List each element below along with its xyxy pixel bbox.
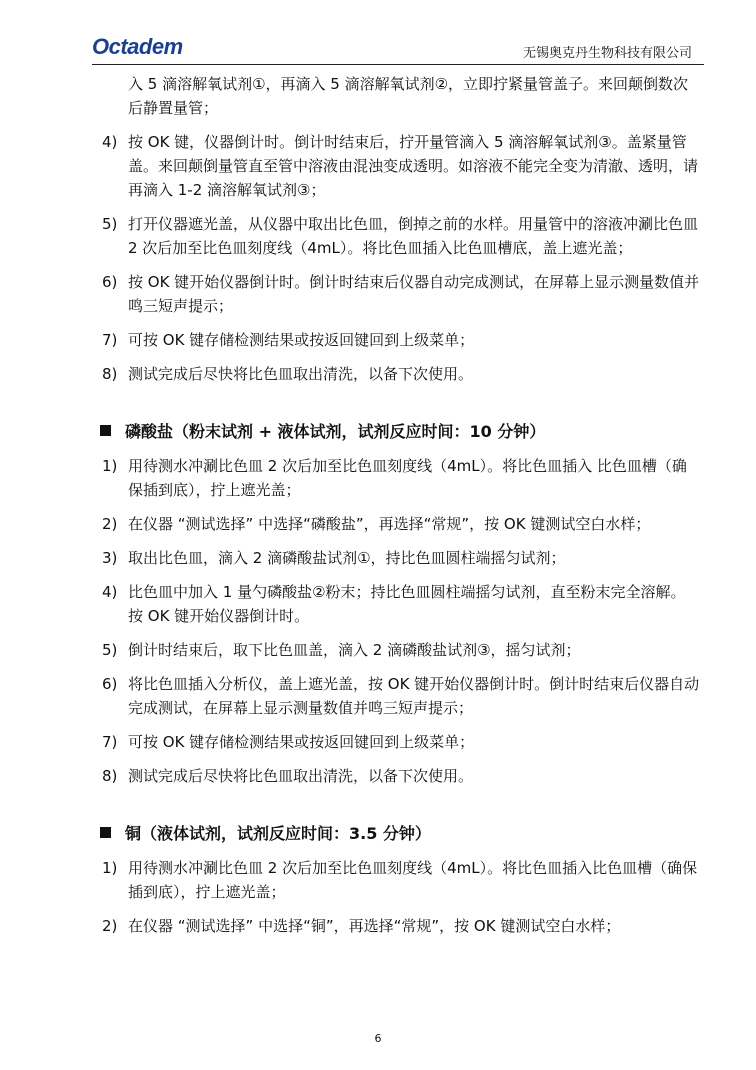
step-number: 1) [102, 457, 118, 475]
list-item [100, 580, 700, 628]
list-item [100, 856, 700, 904]
step-number: 6) [102, 675, 118, 693]
step-number: 5) [102, 215, 118, 233]
step-number: 3) [102, 549, 118, 567]
step-number: 2) [102, 515, 118, 533]
section-title-text: 磷酸盐（粉末试剂 + 液体试剂，试剂反应时间：10 分钟） [125, 422, 546, 441]
step-number: 4) [102, 133, 118, 151]
page-header [92, 30, 704, 65]
intro-paragraph: 入 5 滴溶解氧试剂①，再滴入 5 滴溶解氧试剂②，立即拧紧量管盖子。来回颠倒数次后静置量管； [128, 75, 689, 117]
list-item [100, 328, 700, 352]
step-number: 2) [102, 917, 118, 935]
step-text: 在仪器 “测试选择” 中选择“铜”，再选择“常规”，按 OK 键测试空白水样； [128, 917, 621, 935]
list-item [100, 362, 700, 386]
step-text: 可按 OK 键存储检测结果或按返回键回到上级菜单； [128, 733, 475, 751]
step-text: 按 OK 键，仪器倒计时。倒计时结束后，拧开量管滴入 5 滴溶解氧试剂③。盖紧量管盖。来回颠倒量管直至管中溶液由混浊变成透明。如溶液不能完全变为清澈、透明，请再滴入 1-2 滴溶解氧试剂③； [128, 133, 699, 199]
step-number: 6) [102, 273, 118, 291]
step-text: 按 OK 键开始仪器倒计时。倒计时结束后仪器自动完成测试，在屏幕上显示测量数值并鸣三短声提示； [128, 273, 700, 315]
intro-steps-list [100, 130, 700, 386]
step-number: 8) [102, 365, 118, 383]
step-text: 在仪器 “测试选择” 中选择“磷酸盐”，再选择“常规”，按 OK 键测试空白水样； [128, 515, 651, 533]
list-item [100, 730, 700, 754]
list-item [100, 914, 700, 938]
list-item [100, 764, 700, 788]
page-number: 6 [374, 1032, 382, 1045]
square-bullet-icon [100, 827, 111, 838]
phosphate-steps-list [100, 454, 700, 788]
step-text: 测试完成后尽快将比色皿取出清洗，以备下次使用。 [128, 767, 474, 785]
step-number: 7) [102, 733, 118, 751]
step-number: 1) [102, 859, 118, 877]
list-item [100, 212, 700, 260]
step-text: 用待测水冲涮比色皿 2 次后加至比色皿刻度线（4mL）。将比色皿插入比色皿槽（确保插到底），拧上遮光盖； [128, 859, 698, 901]
page-content [100, 72, 700, 948]
square-bullet-icon [100, 425, 111, 436]
section-title-text: 铜（液体试剂，试剂反应时间：3.5 分钟） [125, 824, 431, 843]
step-text: 将比色皿插入分析仪，盖上遮光盖，按 OK 键开始仪器倒计时。倒计时结束后仪器自动完成测试，在屏幕上显示测量数值并鸣三短声提示； [128, 675, 700, 717]
list-item [100, 546, 700, 570]
copper-steps-list [100, 856, 700, 938]
step-text: 用待测水冲涮比色皿 2 次后加至比色皿刻度线（4mL）。将比色皿插入 比色皿槽（确保插到底），拧上遮光盖； [128, 457, 687, 499]
company-name: 无锡奥克丹生物科技有限公司 [522, 46, 692, 61]
step-number: 7) [102, 331, 118, 349]
octadem-logo: Octadem [92, 34, 183, 59]
list-item [100, 512, 700, 536]
step-text: 可按 OK 键存储检测结果或按返回键回到上级菜单； [128, 331, 475, 349]
list-item [100, 454, 700, 502]
step-text: 打开仪器遮光盖，从仪器中取出比色皿，倒掉之前的水样。用量管中的溶液冲涮比色皿 2 次后加至比色皿刻度线（4mL）。将比色皿插入比色皿槽底，盖上遮光盖； [128, 215, 699, 257]
step-number: 4) [102, 583, 118, 601]
section-title-phosphate [100, 420, 700, 444]
step-text: 比色皿中加入 1 量勺磷酸盐②粉末；持比色皿圆柱端摇匀试剂，直至粉末完全溶解。按 OK 键开始仪器倒计时。 [128, 583, 686, 625]
list-item [100, 130, 700, 202]
step-number: 5) [102, 641, 118, 659]
list-item [100, 672, 700, 720]
step-text: 测试完成后尽快将比色皿取出清洗，以备下次使用。 [128, 365, 474, 383]
section-title-copper [100, 822, 700, 846]
list-item [100, 270, 700, 318]
step-text: 倒计时结束后，取下比色皿盖，滴入 2 滴磷酸盐试剂③，摇匀试剂； [128, 641, 581, 659]
step-number: 8) [102, 767, 118, 785]
step-text: 取出比色皿，滴入 2 滴磷酸盐试剂①，持比色皿圆柱端摇匀试剂； [128, 549, 566, 567]
list-item [100, 638, 700, 662]
